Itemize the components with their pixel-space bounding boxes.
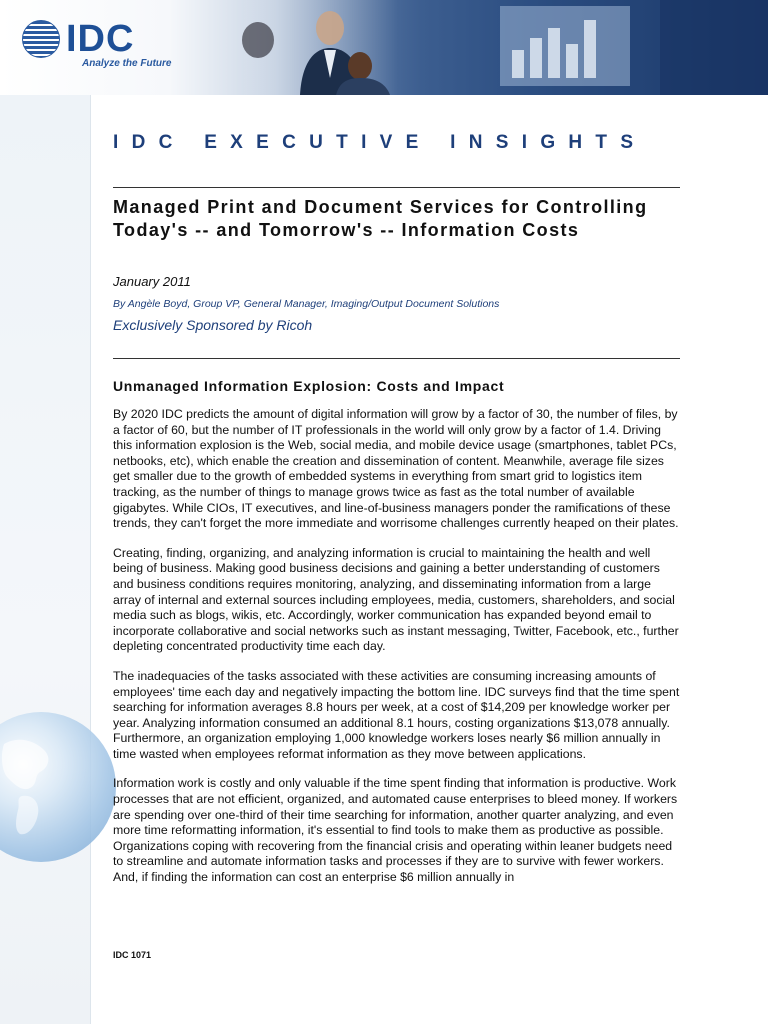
section-heading: Unmanaged Information Explosion: Costs and Impact bbox=[113, 378, 505, 394]
paragraph: Information work is costly and only valuable if the time spent finding that information is productive. Work processes that are not efficient, organized, and automated cause enterprises to bleed money. If workers are spending over one-third of their time searching for information, another quarter analyzing, and even more time reformatting information, it's essential to find tools to make them as productive as possible. Organizations coping with recovering from the financial crisis and operating within leaner budgets need to streamline and automate information tasks and processes if they are to survive with fewer workers. And, if finding the information can cost an enterprise $6 million annually in bbox=[113, 776, 678, 885]
bottom-rule bbox=[113, 358, 680, 359]
logo-tagline: Analyze the Future bbox=[82, 58, 172, 69]
logo-text: IDC bbox=[66, 18, 135, 60]
author-byline: By Angèle Boyd, Group VP, General Manager, Imaging/Output Document Solutions bbox=[113, 298, 500, 310]
paragraph: Creating, finding, organizing, and analyzing information is crucial to maintaining the health and well being of business. Making good business decisions and gaining a better understanding of customers and business conditions requires monitoring, analyzing, and disseminating information from a large array of internal and external sources including employees, media, customers, shareholders, and social media such as blogs, wikis, etc. Accordingly, worker communication has expanded beyond email to incorporate collaborative and social networks such as instant messaging, Twitter, Facebook, etc., further depleting concentrated productivity time each day. bbox=[113, 545, 679, 654]
sponsor-line: Exclusively Sponsored by Ricoh bbox=[113, 317, 313, 333]
paragraph: By 2020 IDC predicts the amount of digital information will grow by a factor of 30, the number of files, by a factor of 60, but the number of IT professionals in the world will only grow by a factor of 1.4. Driving this information explosion is the Web, social media, and mobile device usage (smartphones, tablet PCs, netbooks, etc), which enable the creation and dissemination of content. Meanwhile, average file sizes get smaller due to the growth of embedded systems in everything from smart grid to logistics item tracking, as the number of things to manage grows twice as fast as the total number of available gigabytes. While CIOs, IT executives, and line-of-business managers ponder the ramifications of these trends, they can't forget the more immediate and worrisome challenges currently heaped on their plates. bbox=[113, 407, 679, 531]
left-decorative-band bbox=[0, 95, 90, 1024]
band-divider bbox=[90, 95, 91, 1024]
idc-globe-icon bbox=[22, 20, 60, 58]
series-title: IDC EXECUTIVE INSIGHTS bbox=[113, 132, 647, 153]
business-people-photo bbox=[240, 0, 768, 95]
document-date: January 2011 bbox=[113, 274, 191, 289]
top-rule bbox=[113, 187, 680, 188]
document-code: IDC 1071 bbox=[113, 950, 152, 960]
document-title: Managed Print and Document Services for Controlling Today's -- and Tomorrow's -- Information Costs bbox=[113, 197, 648, 240]
page-header bbox=[0, 0, 768, 95]
idc-logo bbox=[22, 20, 134, 58]
globe-continents-icon bbox=[0, 726, 80, 846]
paragraph: The inadequacies of the tasks associated with these activities are consuming increasing amounts of employees' time each day and negatively impacting the bottom line. IDC surveys find that the time spent searching for information averages 8.8 hours per week, at a cost of $14,209 per knowledge worker per year. Analyzing information consumed an additional 8.1 hours, costing organizations $13,078 annually. Furthermore, an organization employing 1,000 knowledge workers loses nearly $6 million annually in time wasted when employees reformat information as they move between applications. bbox=[113, 668, 680, 761]
body-text bbox=[113, 407, 681, 900]
